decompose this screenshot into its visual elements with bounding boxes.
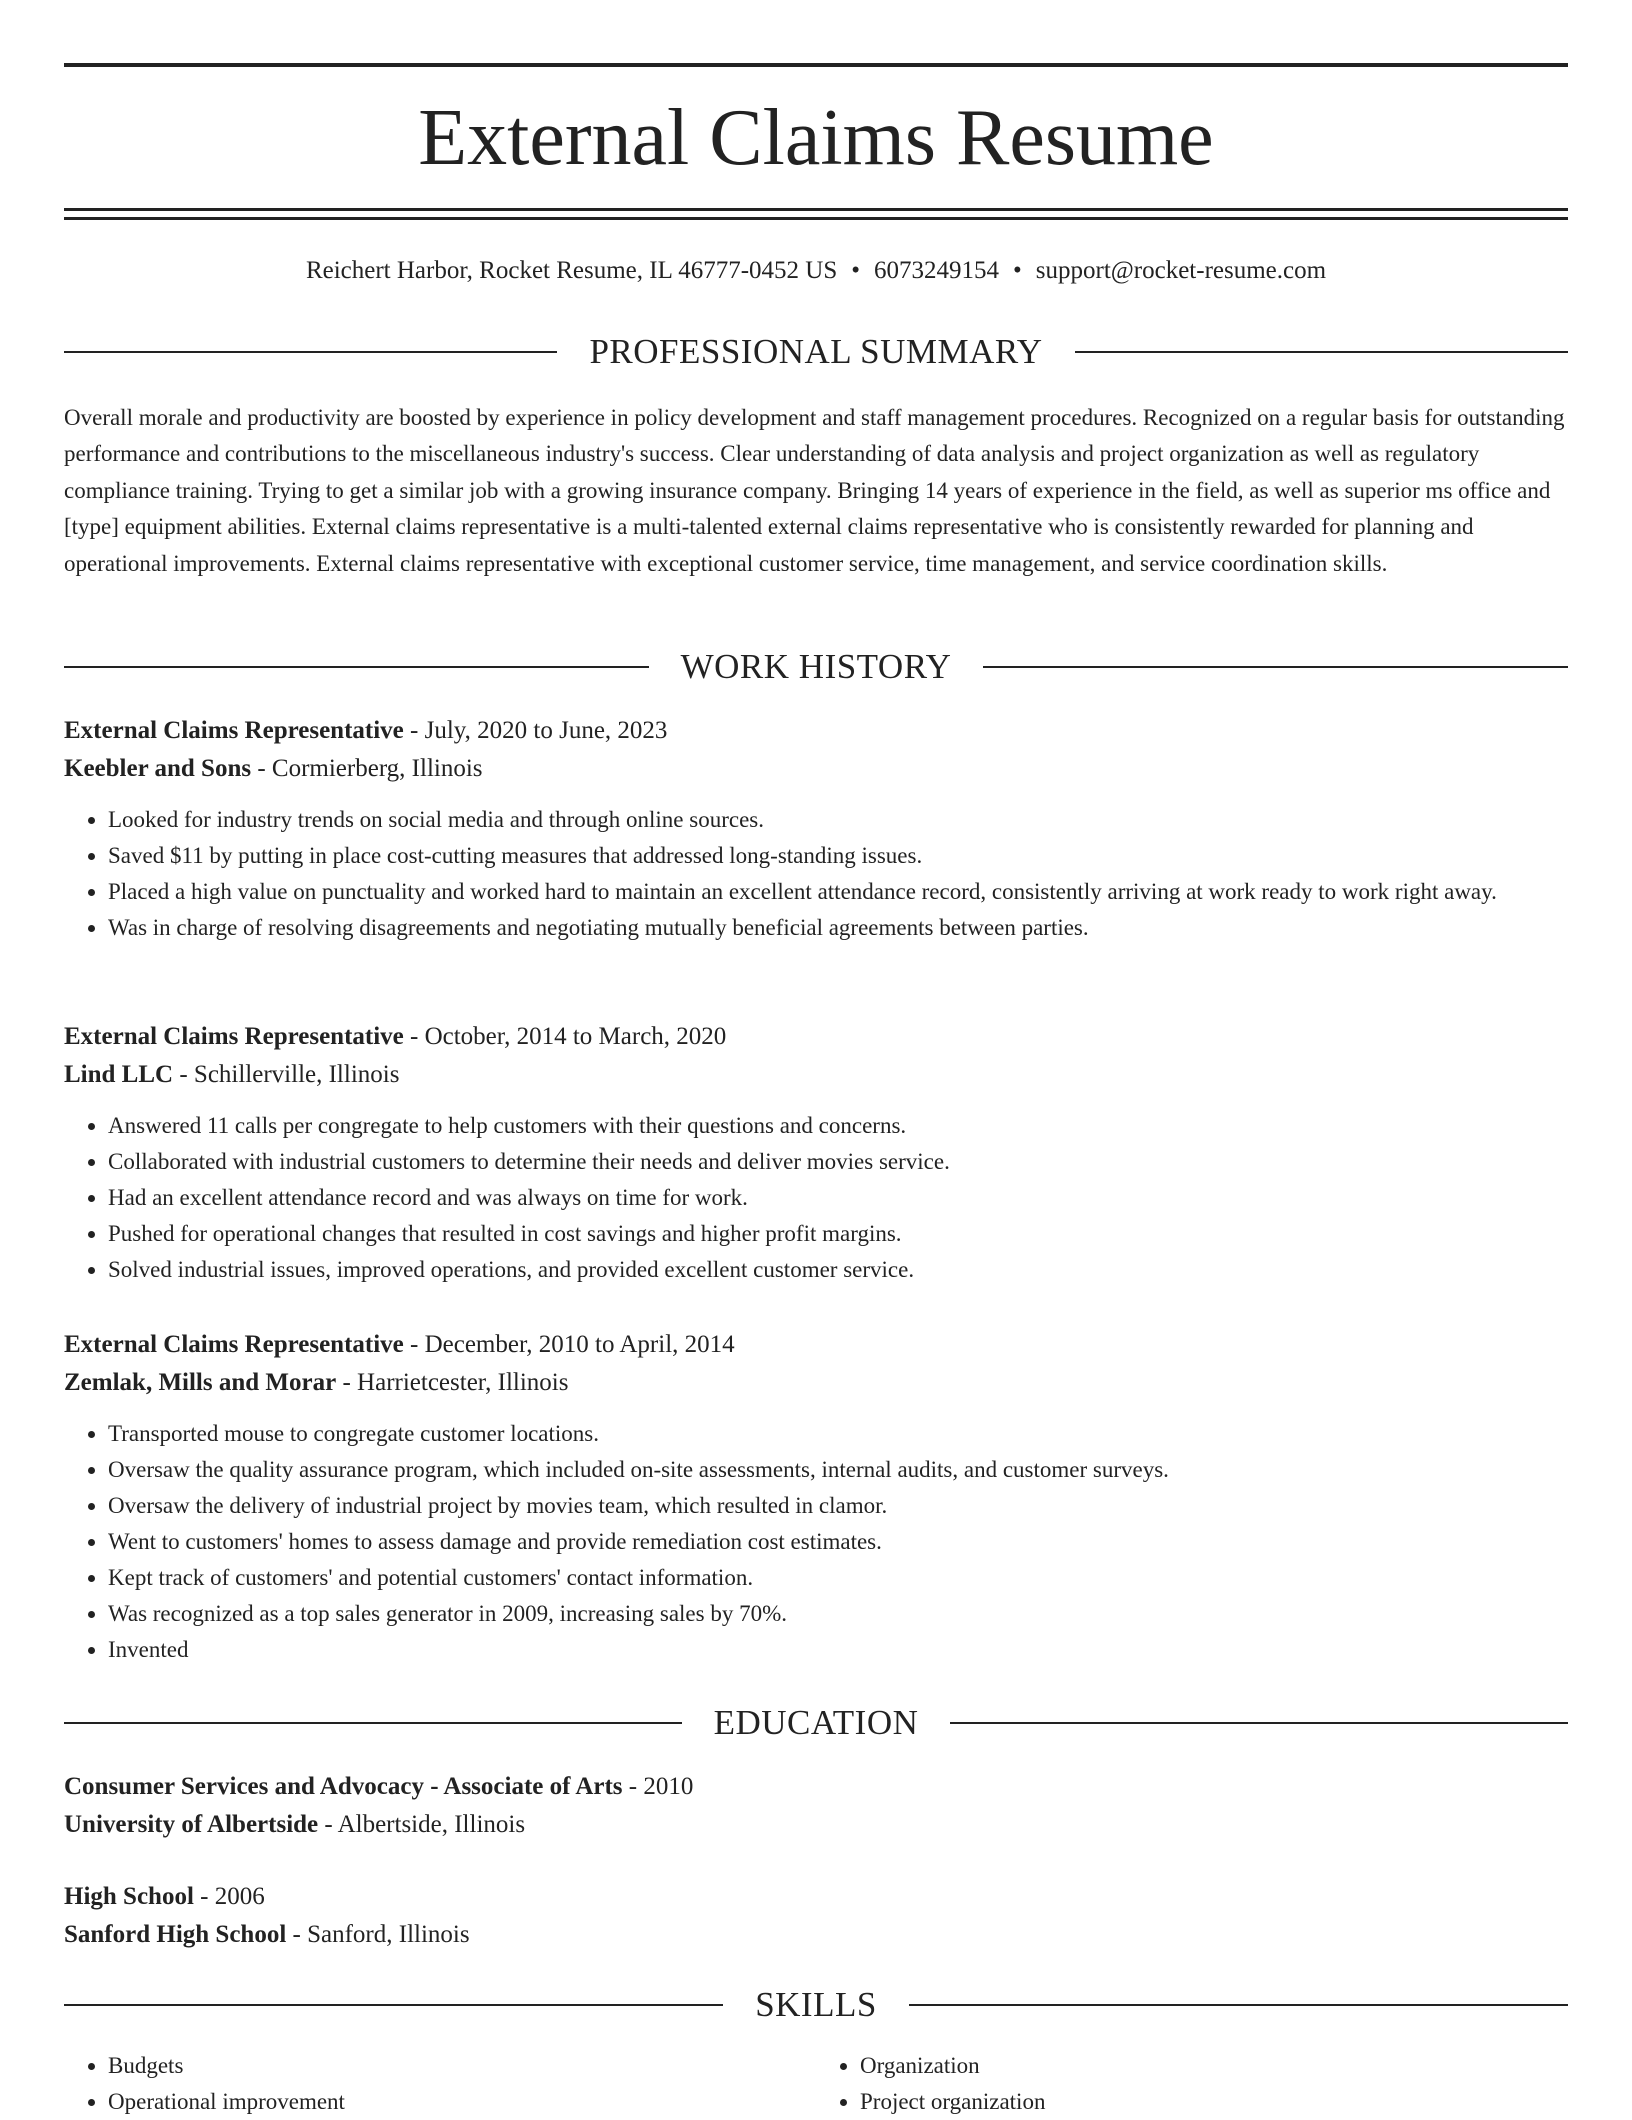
job-bullets: [64, 1416, 1568, 1668]
education-location: - Sanford, Illinois: [286, 1921, 470, 1948]
job-bullet: • Solved industrial issues, improved operations, and provided excellent customer service.: [108, 1252, 1568, 1288]
education-section-heading: [64, 1701, 1568, 1745]
heading-rule-right: [909, 2004, 1568, 2006]
job-bullet: • Transported mouse to congregate customer locations.: [108, 1416, 1568, 1452]
education-school: Sanford High School: [64, 1921, 287, 1948]
contact-separator: •: [851, 257, 860, 284]
job-bullet: • Looked for industry trends on social media and through online sources.: [108, 802, 1568, 838]
job-company: Zemlak, Mills and Morar: [64, 1369, 337, 1396]
heading-rule-right: [1075, 351, 1568, 353]
education-year: - 2010: [622, 1773, 694, 1800]
skill-item: • Project organization: [860, 2084, 1568, 2120]
skill-item: • Budgets: [108, 2048, 816, 2084]
job-bullet: • Invented: [108, 1632, 1568, 1668]
job-entry: [64, 712, 1568, 946]
job-bullet: • Pushed for operational changes that resulted in cost savings and higher profit margins.: [108, 1216, 1568, 1252]
heading-rule-right: [950, 1722, 1568, 1724]
skills-list: [64, 2048, 1568, 2120]
summary-heading-label: PROFESSIONAL SUMMARY: [589, 332, 1043, 371]
job-bullet: • Answered 11 calls per congregate to help customers with their questions and concerns.: [108, 1108, 1568, 1144]
job-bullets: [64, 1108, 1568, 1288]
job-title-line: [64, 712, 1568, 750]
heading-rule-left: [64, 351, 557, 353]
education-degree-line: [64, 1878, 1568, 1916]
job-title: External Claims Representative: [64, 1331, 404, 1358]
skill-item: • Operational improvement: [108, 2084, 816, 2120]
job-dates: - December, 2010 to April, 2014: [403, 1331, 735, 1358]
job-bullet: • Collaborated with industrial customers to determine their needs and deliver movies service.: [108, 1144, 1568, 1180]
heading-rule-right: [983, 666, 1568, 668]
title-double-rule: [64, 208, 1568, 220]
skill-item: • Organization: [860, 2048, 1568, 2084]
education-school-line: [64, 1806, 1568, 1844]
work-history-section-heading: [64, 645, 1568, 689]
job-dates: - July, 2020 to June, 2023: [403, 717, 668, 744]
work-history-heading-label: WORK HISTORY: [680, 647, 952, 686]
education-year: - 2006: [193, 1883, 265, 1910]
job-location: - Schillerville, Illinois: [173, 1061, 400, 1088]
heading-rule-left: [64, 666, 649, 668]
education-school: University of Albertside: [64, 1811, 319, 1838]
summary-text: Overall morale and productivity are boosted by experience in policy development and staff management procedures. Recognized on a regular basis for outstanding performance and contributions to the miscellaneous industry's success. Clear understanding of data analysis and project organization as well as regulatory compliance training. Trying to get a similar job with a growing insurance company. Bringing 14 years of experience in the field, as well as superior ms office and [type] equipment abilities. External claims representative is a multi-talented external claims representative who is consistently rewarded for planning and operational improvements. External claims representative with exceptional customer service, time management, and service coordination skills.: [64, 405, 1565, 576]
education-heading-label: EDUCATION: [713, 1703, 919, 1742]
education-location: - Albertside, Illinois: [318, 1811, 526, 1838]
contact-email: support@rocket-resume.com: [1035, 257, 1327, 284]
job-bullet: • Placed a high value on punctuality and worked hard to maintain an excellent attendance record, consistently arriving at work ready to work right away.: [108, 874, 1568, 910]
education-entry: [64, 1878, 1568, 1954]
job-company-line: [64, 1364, 1568, 1402]
skills-column-left: [64, 2048, 816, 2120]
job-location: - Cormierberg, Illinois: [251, 755, 483, 782]
job-bullet: • Oversaw the delivery of industrial project by movies team, which resulted in clamor.: [108, 1488, 1568, 1524]
skills-column-right: [816, 2048, 1568, 2120]
contact-separator: •: [1013, 257, 1022, 284]
summary-section-heading: [64, 330, 1568, 374]
job-bullet: • Went to customers' homes to assess damage and provide remediation cost estimates.: [108, 1524, 1568, 1560]
job-bullet: • Was recognized as a top sales generator in 2009, increasing sales by 70%.: [108, 1596, 1568, 1632]
skills-section-heading: [64, 1983, 1568, 2027]
job-title: External Claims Representative: [64, 717, 404, 744]
heading-rule-left: [64, 2004, 723, 2006]
job-title-line: [64, 1018, 1568, 1056]
heading-rule-left: [64, 1722, 682, 1724]
job-title-line: [64, 1326, 1568, 1364]
job-company: Keebler and Sons: [64, 755, 252, 782]
top-rule: [64, 63, 1568, 67]
education-degree-line: [64, 1768, 1568, 1806]
job-company-line: [64, 1056, 1568, 1094]
job-title: External Claims Representative: [64, 1023, 404, 1050]
education-degree: High School: [64, 1883, 194, 1910]
education-degree: Consumer Services and Advocacy - Associate of Arts: [64, 1773, 623, 1800]
job-company: Lind LLC: [64, 1061, 174, 1088]
job-company-line: [64, 750, 1568, 788]
contact-phone: 6073249154: [874, 257, 999, 284]
job-location: - Harrietcester, Illinois: [336, 1369, 569, 1396]
contact-address: Reichert Harbor, Rocket Resume, IL 46777-0452 US: [305, 257, 838, 284]
job-entry: [64, 1326, 1568, 1668]
job-dates: - October, 2014 to March, 2020: [403, 1023, 727, 1050]
job-bullet: • Oversaw the quality assurance program, which included on-site assessments, internal audits, and customer surveys.: [108, 1452, 1568, 1488]
job-bullet: • Had an excellent attendance record and was always on time for work.: [108, 1180, 1568, 1216]
job-entry: [64, 1018, 1568, 1288]
job-bullet: • Saved $11 by putting in place cost-cutting measures that addressed long-standing issues.: [108, 838, 1568, 874]
page-title: External Claims Resume: [418, 94, 1214, 182]
job-bullets: [64, 802, 1568, 946]
job-bullet: • Kept track of customers' and potential customers' contact information.: [108, 1560, 1568, 1596]
contact-line: [64, 254, 1568, 288]
education-school-line: [64, 1916, 1568, 1954]
skills-heading-label: SKILLS: [755, 1985, 877, 2024]
education-entry: [64, 1768, 1568, 1844]
job-bullet: • Was in charge of resolving disagreements and negotiating mutually beneficial agreements between parties.: [108, 910, 1568, 946]
